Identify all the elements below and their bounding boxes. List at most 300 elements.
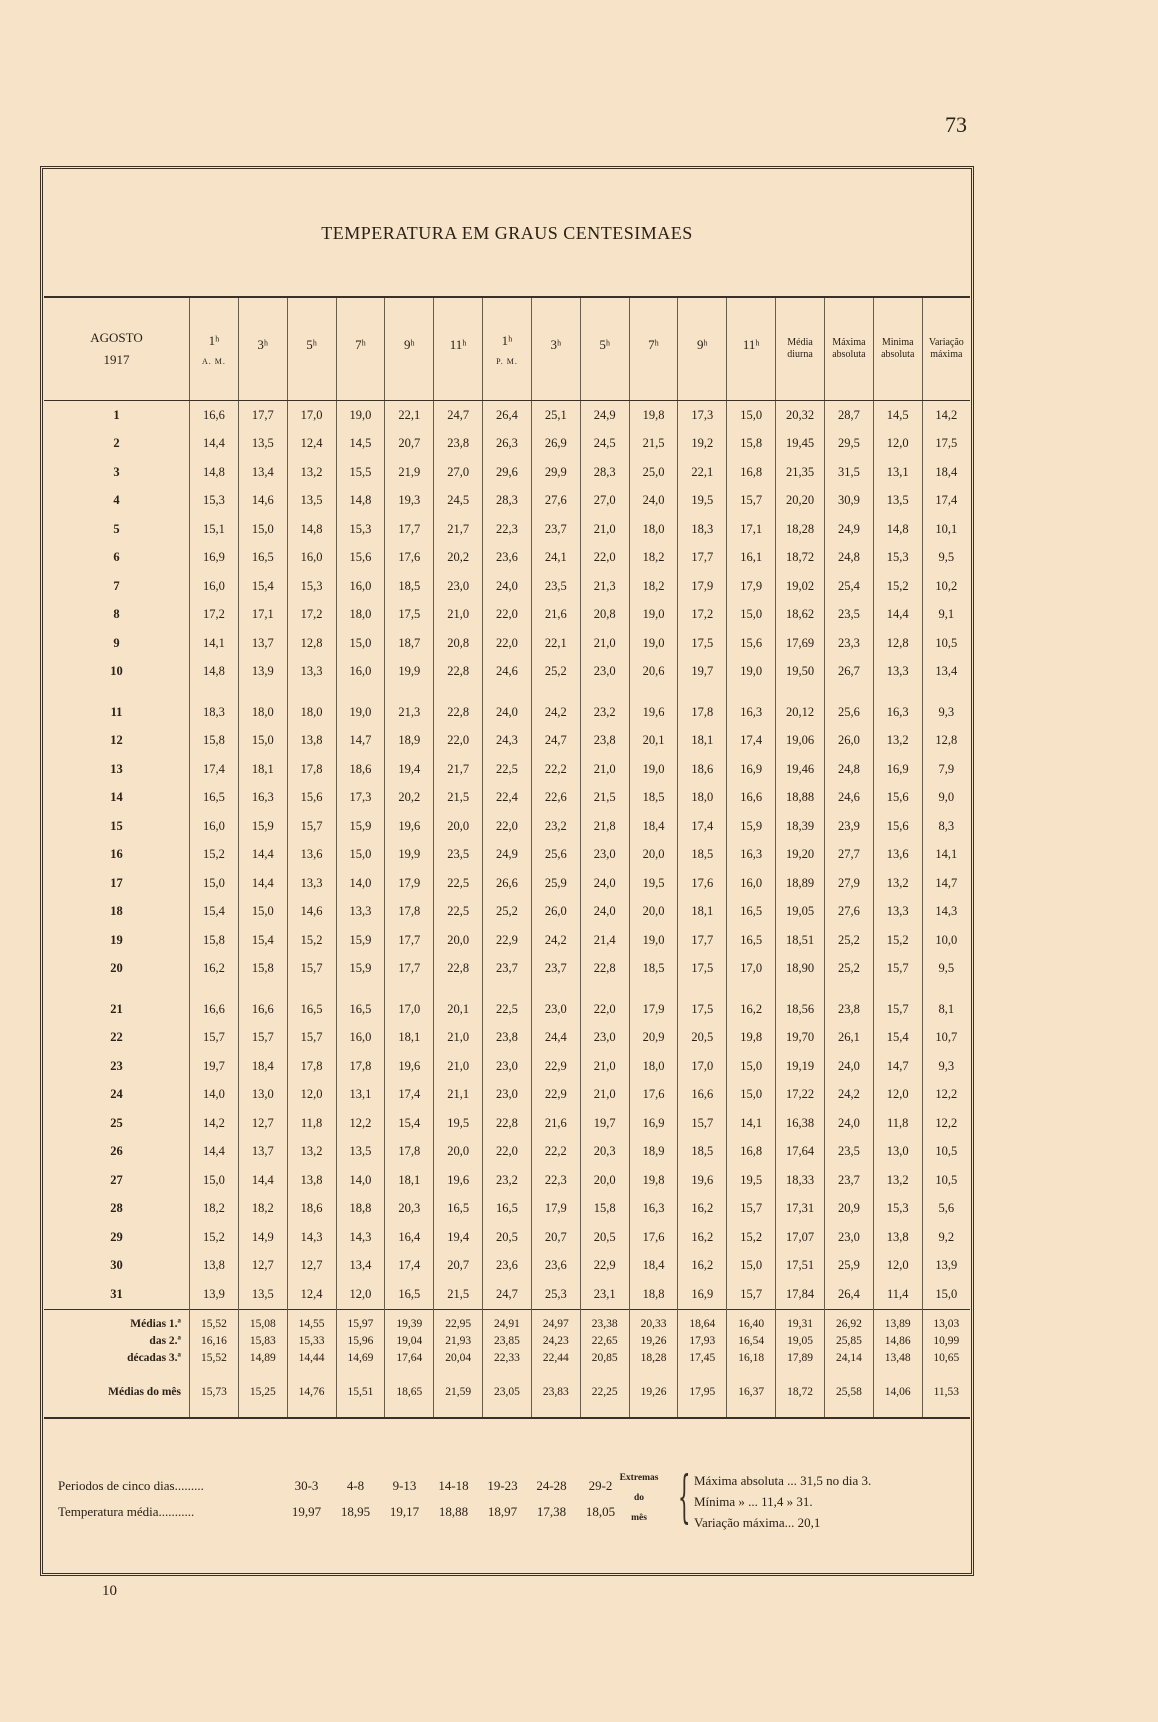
- table-cell: 15,6: [873, 784, 922, 813]
- table-cell: 25,1: [531, 401, 580, 430]
- table-cell: 18,64: [678, 1309, 727, 1333]
- table-cell: 19,26: [629, 1367, 678, 1418]
- table-cell: 20,85: [580, 1350, 629, 1367]
- table-cell: 15,52: [190, 1350, 239, 1367]
- table-cell: 17,1: [727, 515, 776, 544]
- table-cell: 13,7: [238, 1138, 287, 1167]
- page-number: 73: [945, 112, 967, 137]
- table-cell: 15,7: [873, 955, 922, 984]
- table-cell: 20,3: [580, 1138, 629, 1167]
- table-cell: 15,0: [238, 898, 287, 927]
- table-cell: 16,6: [190, 401, 239, 430]
- table-cell: 21,7: [434, 515, 483, 544]
- table-cell: 14,86: [873, 1333, 922, 1350]
- table-row: [44, 1195, 970, 1224]
- table-cell: 18,88: [776, 784, 825, 813]
- table-cell: 17,9: [629, 995, 678, 1024]
- table-cell: 18,51: [776, 926, 825, 955]
- table-cell: 20,8: [434, 629, 483, 658]
- table-cell: 21,0: [580, 1052, 629, 1081]
- spacer-cell: [483, 983, 532, 995]
- table-cell: 22,0: [483, 1138, 532, 1167]
- table-cell: 22,5: [483, 755, 532, 784]
- hour-label: 7ʰ: [355, 337, 366, 352]
- table-cell: 17,5: [678, 629, 727, 658]
- table-cell: 13,5: [238, 1280, 287, 1309]
- table-cell: 19,0: [727, 658, 776, 687]
- table-cell: 25,6: [531, 841, 580, 870]
- table-cell: 24,8: [824, 544, 873, 573]
- table-cell: 15,3: [190, 487, 239, 516]
- table-cell: 19,5: [727, 1166, 776, 1195]
- spacer-cell: [190, 686, 239, 698]
- table-cell: 17,6: [678, 869, 727, 898]
- table-row: [44, 430, 970, 459]
- maxima-absoluta-header: [824, 298, 873, 401]
- table-cell: 18,6: [678, 755, 727, 784]
- table-cell: 23,1: [580, 1280, 629, 1309]
- day-number: 14: [110, 790, 123, 805]
- table-row: [44, 869, 970, 898]
- table-cell: 22,5: [483, 995, 532, 1024]
- spacer-cell: [873, 983, 922, 995]
- table-cell: 15,9: [238, 812, 287, 841]
- table-cell: 24,5: [434, 487, 483, 516]
- table-cell: 17,5: [678, 955, 727, 984]
- hour-header: [531, 298, 580, 401]
- extremas-label-line: do: [633, 1493, 645, 1503]
- table-cell: 20,7: [434, 1252, 483, 1281]
- table-cell: 22,1: [385, 401, 434, 430]
- table-cell: 17,45: [678, 1350, 727, 1367]
- table-cell: 15,4: [238, 572, 287, 601]
- table-cell: 22,8: [434, 698, 483, 727]
- decade-number: 2.ª: [168, 1335, 181, 1347]
- summary-value: 19,97: [291, 1504, 322, 1519]
- spacer-cell: [580, 686, 629, 698]
- table-cell: 20,1: [434, 995, 483, 1024]
- table-cell: 18,2: [190, 1195, 239, 1224]
- extremas-label-line: mês: [631, 1513, 647, 1523]
- table-cell: 22,65: [580, 1333, 629, 1350]
- table-cell: 16,3: [727, 841, 776, 870]
- table-cell: 14,5: [873, 401, 922, 430]
- table-cell: 20,0: [434, 926, 483, 955]
- spacer-cell: [776, 983, 825, 995]
- table-cell: 15,6: [287, 784, 336, 813]
- table-cell: 21,5: [580, 784, 629, 813]
- table-cell: 19,05: [776, 898, 825, 927]
- table-cell: 13,48: [873, 1350, 922, 1367]
- table-cell: 15,0: [336, 629, 385, 658]
- table-cell: 23,8: [483, 1024, 532, 1053]
- table-row: [44, 1052, 970, 1081]
- spacer-cell: [824, 686, 873, 698]
- table-cell: 12,8: [287, 629, 336, 658]
- table-cell: 24,4: [531, 1024, 580, 1053]
- table-cell: 15,9: [336, 812, 385, 841]
- table-row: [44, 898, 970, 927]
- table-row: [44, 544, 970, 573]
- table-cell: 19,4: [434, 1223, 483, 1252]
- table-cell: 23,7: [531, 955, 580, 984]
- header-line: Máxima: [832, 337, 866, 348]
- table-cell: 18,8: [629, 1280, 678, 1309]
- table-cell: 24,2: [824, 1081, 873, 1110]
- table-cell: 21,8: [580, 812, 629, 841]
- table-cell: 13,4: [922, 658, 970, 687]
- table-cell: 29,6: [483, 458, 532, 487]
- periods-label: Periodos de cinco dias.........: [58, 1478, 204, 1493]
- table-cell: 25,4: [824, 572, 873, 601]
- table-cell: 20,1: [629, 727, 678, 756]
- table-cell: 14,6: [287, 898, 336, 927]
- table-cell: 17,2: [287, 601, 336, 630]
- table-cell: 14,76: [287, 1367, 336, 1418]
- table-cell: 20,32: [776, 401, 825, 430]
- day-number: 5: [113, 521, 120, 536]
- table-cell: 20,0: [434, 812, 483, 841]
- table-row: [44, 812, 970, 841]
- table-cell: 23,5: [531, 572, 580, 601]
- table-cell: 14,7: [922, 869, 970, 898]
- table-cell: 20,12: [776, 698, 825, 727]
- table-cell: 14,1: [190, 629, 239, 658]
- table-cell: 17,8: [385, 1138, 434, 1167]
- table-cell: 20,0: [580, 1166, 629, 1195]
- table-cell: 12,4: [287, 430, 336, 459]
- table-cell: 12,2: [922, 1109, 970, 1138]
- spacer-row: [44, 686, 970, 698]
- hour-label: 1ʰ: [501, 332, 513, 348]
- table-cell: 15,2: [873, 926, 922, 955]
- table-cell: 14,5: [336, 430, 385, 459]
- table-cell: 13,3: [287, 658, 336, 687]
- table-cell: 18,72: [776, 544, 825, 573]
- day-number: 8: [113, 607, 120, 622]
- table-cell: 18,0: [629, 515, 678, 544]
- table-cell: 21,9: [385, 458, 434, 487]
- table-cell: 18,0: [336, 601, 385, 630]
- table-cell: 19,02: [776, 572, 825, 601]
- day-number: 18: [110, 904, 123, 919]
- spacer-cell: [385, 983, 434, 995]
- table-cell: 16,6: [238, 995, 287, 1024]
- table-cell: 18,3: [190, 698, 239, 727]
- table-cell: 30,9: [824, 487, 873, 516]
- table-cell: 22,3: [483, 515, 532, 544]
- extremas-max: Máxima absoluta ... 31,5 no dia 3.: [694, 1473, 872, 1488]
- table-cell: 13,9: [190, 1280, 239, 1309]
- table-cell: 14,0: [336, 1166, 385, 1195]
- table-cell: 27,0: [434, 458, 483, 487]
- table-cell: 13,8: [873, 1223, 922, 1252]
- table-cell: 16,40: [727, 1309, 776, 1333]
- table-cell: 18,65: [385, 1367, 434, 1418]
- table-cell: 21,59: [434, 1367, 483, 1418]
- table-cell: 17,7: [678, 926, 727, 955]
- table-cell: 15,7: [727, 487, 776, 516]
- table-cell: 13,6: [873, 841, 922, 870]
- table-cell: 15,4: [873, 1024, 922, 1053]
- table-cell: 17,9: [727, 572, 776, 601]
- spacer-cell: [580, 983, 629, 995]
- year-label: 1917: [103, 352, 130, 367]
- table-cell: 15,3: [873, 1195, 922, 1224]
- table-cell: 14,3: [922, 898, 970, 927]
- table-cell: 13,5: [238, 430, 287, 459]
- table-cell: 22,44: [531, 1350, 580, 1367]
- table-cell: 27,7: [824, 841, 873, 870]
- table-cell: 16,54: [727, 1333, 776, 1350]
- hour-header: [727, 298, 776, 401]
- table-cell: 14,0: [336, 869, 385, 898]
- page-title: TEMPERATURA EM GRAUS CENTESIMAES: [321, 222, 693, 243]
- table-cell: 20,0: [434, 1138, 483, 1167]
- table-cell: 18,62: [776, 601, 825, 630]
- table-cell: 15,25: [238, 1367, 287, 1418]
- spacer-cell: [287, 686, 336, 698]
- decade-row: [44, 1333, 970, 1350]
- table-cell: 22,0: [434, 727, 483, 756]
- table-cell: 15,7: [873, 995, 922, 1024]
- decade-number: 1.ª: [168, 1318, 181, 1330]
- day-number: 26: [110, 1144, 123, 1159]
- table-cell: 21,1: [434, 1081, 483, 1110]
- table-cell: 13,5: [873, 487, 922, 516]
- table-cell: 10,5: [922, 1138, 970, 1167]
- table-cell: 16,0: [336, 658, 385, 687]
- table-cell: 9,2: [922, 1223, 970, 1252]
- table-cell: 17,4: [190, 755, 239, 784]
- table-cell: 20,33: [629, 1309, 678, 1333]
- table-cell: 18,5: [629, 955, 678, 984]
- table-cell: 24,2: [531, 926, 580, 955]
- month-average-label: Médias do mês: [44, 1367, 190, 1418]
- table-cell: 19,0: [629, 755, 678, 784]
- table-cell: 18,0: [238, 698, 287, 727]
- table-cell: 14,3: [336, 1223, 385, 1252]
- table-cell: 16,5: [385, 1280, 434, 1309]
- table-cell: 17,9: [385, 869, 434, 898]
- table-cell: 16,2: [678, 1223, 727, 1252]
- table-cell: 18,5: [678, 1138, 727, 1167]
- temperature-table: [44, 298, 970, 1419]
- table-cell: 24,0: [824, 1109, 873, 1138]
- table-cell: 23,05: [483, 1367, 532, 1418]
- spacer-cell: [287, 983, 336, 995]
- table-cell: 13,0: [238, 1081, 287, 1110]
- table-cell: 16,9: [727, 755, 776, 784]
- table-row: [44, 572, 970, 601]
- table-cell: 13,8: [190, 1252, 239, 1281]
- table-cell: 22,9: [531, 1052, 580, 1081]
- table-cell: 18,0: [629, 1052, 678, 1081]
- hour-label: 5ʰ: [306, 337, 317, 352]
- table-cell: 19,8: [629, 401, 678, 430]
- table-cell: 17,31: [776, 1195, 825, 1224]
- hour-header: [385, 298, 434, 401]
- table-cell: 21,3: [385, 698, 434, 727]
- table-cell: 23,0: [580, 658, 629, 687]
- header-line: absoluta: [881, 349, 915, 360]
- table-cell: 16,2: [190, 955, 239, 984]
- table-cell: 17,7: [385, 515, 434, 544]
- table-cell: 19,0: [629, 926, 678, 955]
- table-cell: 15,0: [727, 401, 776, 430]
- table-cell: 23,0: [483, 1052, 532, 1081]
- table-cell: 19,0: [336, 401, 385, 430]
- table-cell: 21,93: [434, 1333, 483, 1350]
- table-cell: 17,0: [385, 995, 434, 1024]
- table-cell: 17,4: [922, 487, 970, 516]
- table-cell: 15,73: [190, 1367, 239, 1418]
- table-cell: 13,7: [238, 629, 287, 658]
- table-cell: 17,4: [385, 1081, 434, 1110]
- table-cell: 16,5: [238, 544, 287, 573]
- table-cell: 24,97: [531, 1309, 580, 1333]
- table-cell: 13,03: [922, 1309, 970, 1333]
- table-cell: 18,2: [629, 572, 678, 601]
- table-cell: 18,2: [629, 544, 678, 573]
- table-cell: 13,1: [336, 1081, 385, 1110]
- table-cell: 26,1: [824, 1024, 873, 1053]
- table-cell: 20,20: [776, 487, 825, 516]
- table-cell: 14,44: [287, 1350, 336, 1367]
- table-cell: 18,5: [385, 572, 434, 601]
- decade-label-text: décadas: [127, 1352, 167, 1364]
- table-cell: 10,0: [922, 926, 970, 955]
- table-cell: 23,0: [824, 1223, 873, 1252]
- table-cell: 18,2: [238, 1195, 287, 1224]
- table-cell: 16,5: [190, 784, 239, 813]
- spacer-cell: [727, 686, 776, 698]
- table-cell: 17,4: [727, 727, 776, 756]
- table-cell: 17,51: [776, 1252, 825, 1281]
- table-cell: 17,4: [678, 812, 727, 841]
- table-cell: 15,7: [678, 1109, 727, 1138]
- day-number: 27: [110, 1172, 123, 1187]
- table-cell: 14,4: [190, 1138, 239, 1167]
- table-cell: 18,1: [385, 1024, 434, 1053]
- table-cell: 16,0: [336, 1024, 385, 1053]
- table-cell: 14,4: [238, 869, 287, 898]
- table-cell: 19,9: [385, 841, 434, 870]
- hour-header: [336, 298, 385, 401]
- table-cell: 16,5: [727, 926, 776, 955]
- table-cell: 15,08: [238, 1309, 287, 1333]
- table-cell: 20,04: [434, 1350, 483, 1367]
- table-cell: 5,6: [922, 1195, 970, 1224]
- brace-icon: {: [678, 1465, 691, 1530]
- spacer-cell: [483, 686, 532, 698]
- table-cell: 17,7: [385, 955, 434, 984]
- table-cell: 16,5: [434, 1195, 483, 1224]
- table-cell: 11,8: [287, 1109, 336, 1138]
- table-cell: 14,2: [922, 401, 970, 430]
- table-cell: 25,2: [483, 898, 532, 927]
- table-cell: 28,3: [483, 487, 532, 516]
- table-cell: 23,5: [434, 841, 483, 870]
- hour-period: A. M.: [201, 356, 226, 366]
- table-cell: 21,0: [580, 755, 629, 784]
- day-number: 28: [110, 1201, 123, 1216]
- header-line: Minima: [881, 337, 914, 348]
- summary-section: [44, 1462, 970, 1572]
- table-cell: 29,9: [531, 458, 580, 487]
- spacer-cell: [727, 983, 776, 995]
- table-cell: 13,5: [287, 487, 336, 516]
- table-cell: 10,2: [922, 572, 970, 601]
- header-line: Média: [787, 337, 813, 348]
- table-cell: 27,0: [580, 487, 629, 516]
- table-cell: 23,0: [434, 572, 483, 601]
- table-cell: 22,8: [434, 955, 483, 984]
- header-line: absoluta: [832, 349, 866, 360]
- table-cell: 17,8: [287, 1052, 336, 1081]
- table-cell: 11,4: [873, 1280, 922, 1309]
- hour-header: [580, 298, 629, 401]
- table-cell: 22,0: [580, 995, 629, 1024]
- table-cell: 15,96: [336, 1333, 385, 1350]
- table-cell: 22,8: [580, 955, 629, 984]
- table-cell: 24,7: [531, 727, 580, 756]
- table-cell: 18,89: [776, 869, 825, 898]
- summary-value: 18,95: [340, 1504, 371, 1519]
- table-cell: 22,4: [483, 784, 532, 813]
- table-cell: 15,6: [727, 629, 776, 658]
- media-diurna-header: [776, 298, 825, 401]
- day-number: 23: [110, 1058, 123, 1073]
- table-cell: 15,2: [727, 1223, 776, 1252]
- table-cell: 23,3: [824, 629, 873, 658]
- table-cell: 16,0: [287, 544, 336, 573]
- table-cell: 14,8: [190, 658, 239, 687]
- hour-label: 3ʰ: [550, 337, 562, 352]
- table-cell: 12,0: [336, 1280, 385, 1309]
- table-cell: 18,1: [678, 898, 727, 927]
- table-cell: 14,8: [336, 487, 385, 516]
- table-cell: 15,97: [336, 1309, 385, 1333]
- extremas-min: Mínima » ... 11,4 » 31.: [694, 1494, 813, 1509]
- table-cell: 24,8: [824, 755, 873, 784]
- table-cell: 12,8: [873, 629, 922, 658]
- table-cell: 14,55: [287, 1309, 336, 1333]
- hour-label: 3ʰ: [257, 337, 269, 352]
- table-cell: 14,4: [238, 1166, 287, 1195]
- table-cell: 15,0: [336, 841, 385, 870]
- table-cell: 12,2: [922, 1081, 970, 1110]
- table-cell: 18,8: [336, 1195, 385, 1224]
- table-cell: 24,2: [531, 698, 580, 727]
- table-cell: 15,2: [287, 926, 336, 955]
- day-number: 2: [113, 436, 120, 451]
- table-cell: 17,1: [238, 601, 287, 630]
- day-number: 9: [113, 635, 120, 650]
- temps-values: [282, 1504, 625, 1520]
- day-number: 6: [113, 550, 120, 565]
- month-header: [44, 298, 190, 401]
- table-cell: 21,0: [434, 1052, 483, 1081]
- table-cell: 16,2: [678, 1195, 727, 1224]
- extremas-variation: Variação máxima... 20,1: [694, 1515, 821, 1530]
- table-cell: 18,0: [678, 784, 727, 813]
- table-cell: 17,95: [678, 1367, 727, 1418]
- table-cell: 15,7: [190, 1024, 239, 1053]
- table-cell: 25,85: [824, 1333, 873, 1350]
- summary-value: 4-8: [346, 1478, 365, 1493]
- table-cell: 21,6: [531, 601, 580, 630]
